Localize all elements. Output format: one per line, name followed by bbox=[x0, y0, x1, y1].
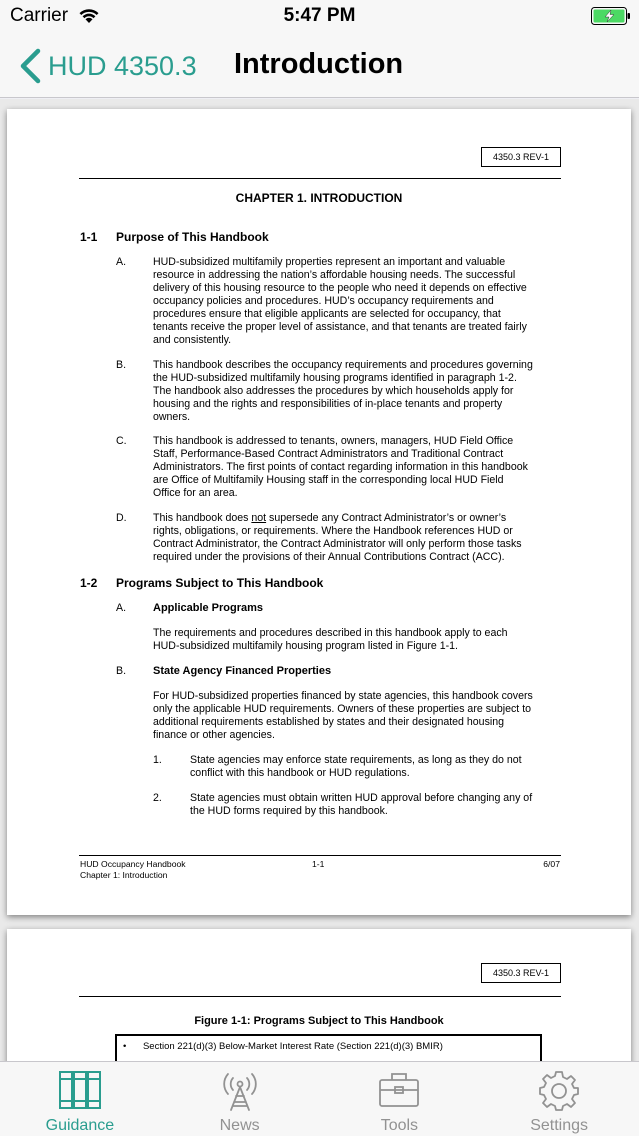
section-number: 1-2 bbox=[80, 576, 98, 590]
para-line: the HUD-subsidized multifamily housing programs identified in paragraph 1-2. bbox=[153, 372, 517, 384]
footer-left bbox=[80, 859, 186, 881]
footer-chapter: Chapter 1: Introduction bbox=[80, 870, 168, 880]
para-line: State agencies may enforce state requirements, as long as they do not bbox=[190, 754, 522, 766]
para-line: procedures ensure that eligible applicants are selected for occupancy, that bbox=[153, 308, 501, 320]
numbered-paragraph bbox=[190, 792, 564, 818]
para-line: Contract Administrator, the Contract Administrator will only perform those tasks bbox=[153, 538, 522, 550]
paragraph bbox=[153, 359, 563, 424]
paragraph bbox=[153, 690, 563, 742]
para-line: finance or other agencies. bbox=[153, 729, 275, 741]
gear-icon bbox=[538, 1070, 580, 1112]
para-line: resource in addressing the nation’s affordable housing needs. The successful bbox=[153, 269, 516, 281]
books-icon bbox=[58, 1070, 102, 1110]
para-line: This handbook describes the occupancy requirements and procedures governing bbox=[153, 359, 533, 371]
back-button[interactable] bbox=[18, 48, 197, 84]
para-line: occupancy policies and procedures. HUD’s occupancy requirements and bbox=[153, 295, 494, 307]
toolbox-icon bbox=[378, 1070, 420, 1110]
figure-table bbox=[115, 1034, 542, 1061]
status-bar bbox=[0, 0, 639, 34]
page-footer bbox=[79, 855, 561, 880]
battery-icon bbox=[591, 7, 631, 25]
para-line: Office for an area. bbox=[153, 487, 238, 499]
para-line: HUD-subsidized multifamily properties represent an important and valuable bbox=[153, 256, 506, 268]
paragraph bbox=[153, 512, 563, 564]
section-title: Purpose of This Handbook bbox=[116, 230, 269, 244]
carrier-label: Carrier bbox=[10, 5, 69, 26]
subsection-title: Applicable Programs bbox=[153, 602, 264, 614]
document-page-1 bbox=[7, 109, 631, 915]
para-line: the HUD forms required by this handbook. bbox=[190, 805, 388, 817]
para-text: This handbook does bbox=[153, 512, 252, 524]
para-line: The handbook also addresses the procedures by which households apply for bbox=[153, 385, 514, 397]
paragraph bbox=[153, 256, 563, 347]
underlined-text: not bbox=[251, 512, 267, 524]
tab-guidance[interactable] bbox=[0, 1062, 160, 1136]
numbered-paragraph bbox=[190, 754, 564, 780]
para-line: only the applicable HUD requirements. Owners of these properties are subject to bbox=[153, 703, 532, 715]
para-line: HUD-subsidized multifamily housing program listed in Figure 1-1. bbox=[153, 640, 458, 652]
item-letter: B. bbox=[116, 359, 127, 371]
clock: 5:47 PM bbox=[283, 5, 356, 26]
para-line: tenants receive the proper level of assistance, and that tenants are treated fairly bbox=[153, 321, 527, 333]
tab-settings[interactable] bbox=[479, 1062, 639, 1136]
item-letter: A. bbox=[116, 602, 127, 614]
para-text: supersede any Contract Administrator’s or owner’s bbox=[266, 512, 507, 524]
table-row bbox=[123, 1041, 443, 1052]
tab-tools[interactable] bbox=[320, 1062, 480, 1136]
para-line: housing and the rights and responsibilities of in-place tenants and property bbox=[153, 398, 503, 410]
para-line: For HUD-subsidized properties financed by state agencies, this handbook covers bbox=[153, 690, 533, 702]
chapter-title: CHAPTER 1. INTRODUCTION bbox=[235, 191, 403, 205]
numbered-item-number: 1. bbox=[153, 754, 162, 766]
paragraph bbox=[153, 435, 563, 500]
paragraph bbox=[153, 627, 563, 653]
figure-title: Figure 1-1: Programs Subject to This Handbook bbox=[194, 1015, 444, 1027]
section-number: 1-1 bbox=[80, 230, 98, 244]
para-line: This handbook is addressed to tenants, owners, managers, HUD Field Office bbox=[153, 435, 514, 447]
tab-label: News bbox=[219, 1117, 260, 1134]
item-letter: D. bbox=[116, 512, 127, 524]
header-rule bbox=[79, 996, 561, 997]
navigation-bar bbox=[0, 34, 639, 98]
tab-label: Settings bbox=[530, 1117, 589, 1134]
revision-box: 4350.3 REV-1 bbox=[481, 147, 561, 167]
numbered-item-number: 2. bbox=[153, 792, 162, 804]
tab-label: Tools bbox=[380, 1117, 419, 1134]
tab-label: Guidance bbox=[45, 1117, 115, 1134]
para-line: required under the provisions of their Annual Contributions Contract (ACC). bbox=[153, 551, 505, 563]
header-rule bbox=[79, 178, 561, 179]
para-line: The requirements and procedures described in this handbook apply to each bbox=[153, 627, 508, 639]
para-line: conflict with this handbook or HUD regulations. bbox=[190, 767, 410, 779]
item-letter: A. bbox=[116, 256, 127, 268]
para-line: owners. bbox=[153, 411, 191, 423]
tab-news[interactable] bbox=[160, 1062, 320, 1136]
para-line: rights, obligations, or requirements. Where the Handbook references HUD or bbox=[153, 525, 513, 537]
para-line: and consistently. bbox=[153, 334, 232, 346]
footer-date: 6/07 bbox=[543, 859, 560, 869]
para-line: delivery of this housing resource to the people who need it depends on effective bbox=[153, 282, 527, 294]
para-line: are Office of Multifamily Housing staff in the corresponding local HUD Field bbox=[153, 474, 504, 486]
document-viewer[interactable] bbox=[0, 99, 639, 1061]
para-line: Staff, Performance-Based Contract Administrators and Traditional Contract bbox=[153, 448, 504, 460]
footer-handbook-name: HUD Occupancy Handbook bbox=[80, 859, 186, 869]
document-page-2 bbox=[7, 929, 631, 1061]
table-row-text: Section 221(d)(3) Below-Market Interest Rate (Section 221(d)(3) BMIR) bbox=[142, 1041, 443, 1052]
tab-bar bbox=[0, 1061, 639, 1136]
para-line: additional requirements established by states and their designated housing bbox=[153, 716, 505, 728]
chevron-left-icon bbox=[18, 48, 44, 84]
section-title: Programs Subject to This Handbook bbox=[116, 576, 324, 590]
antenna-icon bbox=[220, 1070, 260, 1112]
revision-box: 4350.3 REV-1 bbox=[481, 963, 561, 983]
back-button-label: HUD 4350.3 bbox=[48, 50, 197, 81]
para-line bbox=[153, 512, 563, 525]
footer-page-number: 1-1 bbox=[312, 859, 325, 869]
item-letter: C. bbox=[116, 435, 127, 447]
item-letter: B. bbox=[116, 665, 127, 677]
subsection-title: State Agency Financed Properties bbox=[153, 665, 332, 677]
page-title: Introduction bbox=[234, 48, 404, 80]
bullet: • bbox=[123, 1041, 127, 1052]
para-line: State agencies must obtain written HUD approval before changing any of bbox=[190, 792, 533, 804]
para-line: Administrators. The first points of contact regarding information in this handbook bbox=[153, 461, 528, 473]
